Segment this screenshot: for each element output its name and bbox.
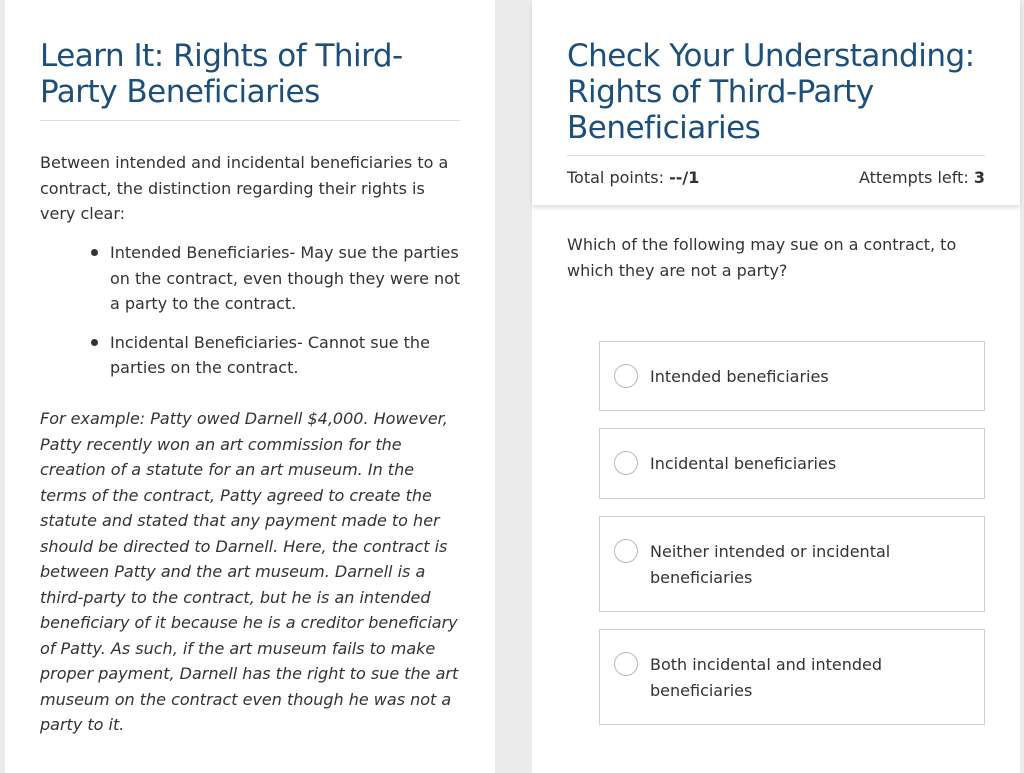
answer-option[interactable] (599, 428, 985, 499)
question-text: Which of the following may sue on a contract, to which they are not a party? (567, 235, 957, 280)
example-paragraph: For example: Patty owed Darnell $4,000. However, Patty recently won an art commission for the creation of a statute for an art museum. In the terms of the contract, Patty agreed to create the statute and stated that any payment made to her should be directed to Darnell. Here, the contract is between Patty and the art museum. Darnell is a third-party to the contract, but he is an intended beneficiary of it because he is a creditor beneficiary of Patty. As such, if the art museum fails to make proper payment, Darnell has the right to sue the art museum on the contract even though he was not a party to it. (40, 409, 459, 734)
radio-button[interactable] (614, 652, 638, 676)
answer-option[interactable] (599, 629, 985, 725)
quiz-header (532, 0, 1020, 205)
check-understanding-panel (532, 0, 1020, 773)
radio-button[interactable] (614, 539, 638, 563)
learn-title: Learn It: Rights of Third-Party Beneficiaries (40, 38, 403, 110)
learn-it-panel (5, 0, 495, 773)
list-item-incidental: Incidental Beneficiaries- Cannot sue the parties on the contract. (110, 330, 465, 381)
option-label: Neither intended or incidental beneficiaries (650, 542, 891, 587)
check-title: Check Your Understanding: Rights of Third-Party Beneficiaries (567, 38, 975, 146)
attempts-value: 3 (973, 168, 985, 187)
points-label: Total points: (567, 168, 670, 187)
points-value: --/1 (669, 168, 700, 187)
radio-button[interactable] (614, 451, 638, 475)
attempts-left (859, 168, 985, 187)
total-points (567, 168, 699, 187)
answer-option[interactable] (599, 516, 985, 612)
beneficiary-list (110, 240, 465, 394)
option-label: Incidental beneficiaries (650, 454, 837, 473)
option-label: Intended beneficiaries (650, 367, 829, 386)
check-divider (567, 155, 985, 156)
answer-option[interactable] (599, 341, 985, 411)
learn-divider (40, 120, 460, 121)
learn-intro: Between intended and incidental beneficiaries to a contract, the distinction regarding their rights is very clear: (40, 153, 449, 223)
radio-button[interactable] (614, 364, 638, 388)
option-label: Both incidental and intended beneficiaries (650, 655, 883, 700)
list-item-intended: Intended Beneficiaries- May sue the parties on the contract, even though they were not a party to the contract. (110, 240, 465, 317)
attempts-label: Attempts left: (858, 168, 974, 187)
